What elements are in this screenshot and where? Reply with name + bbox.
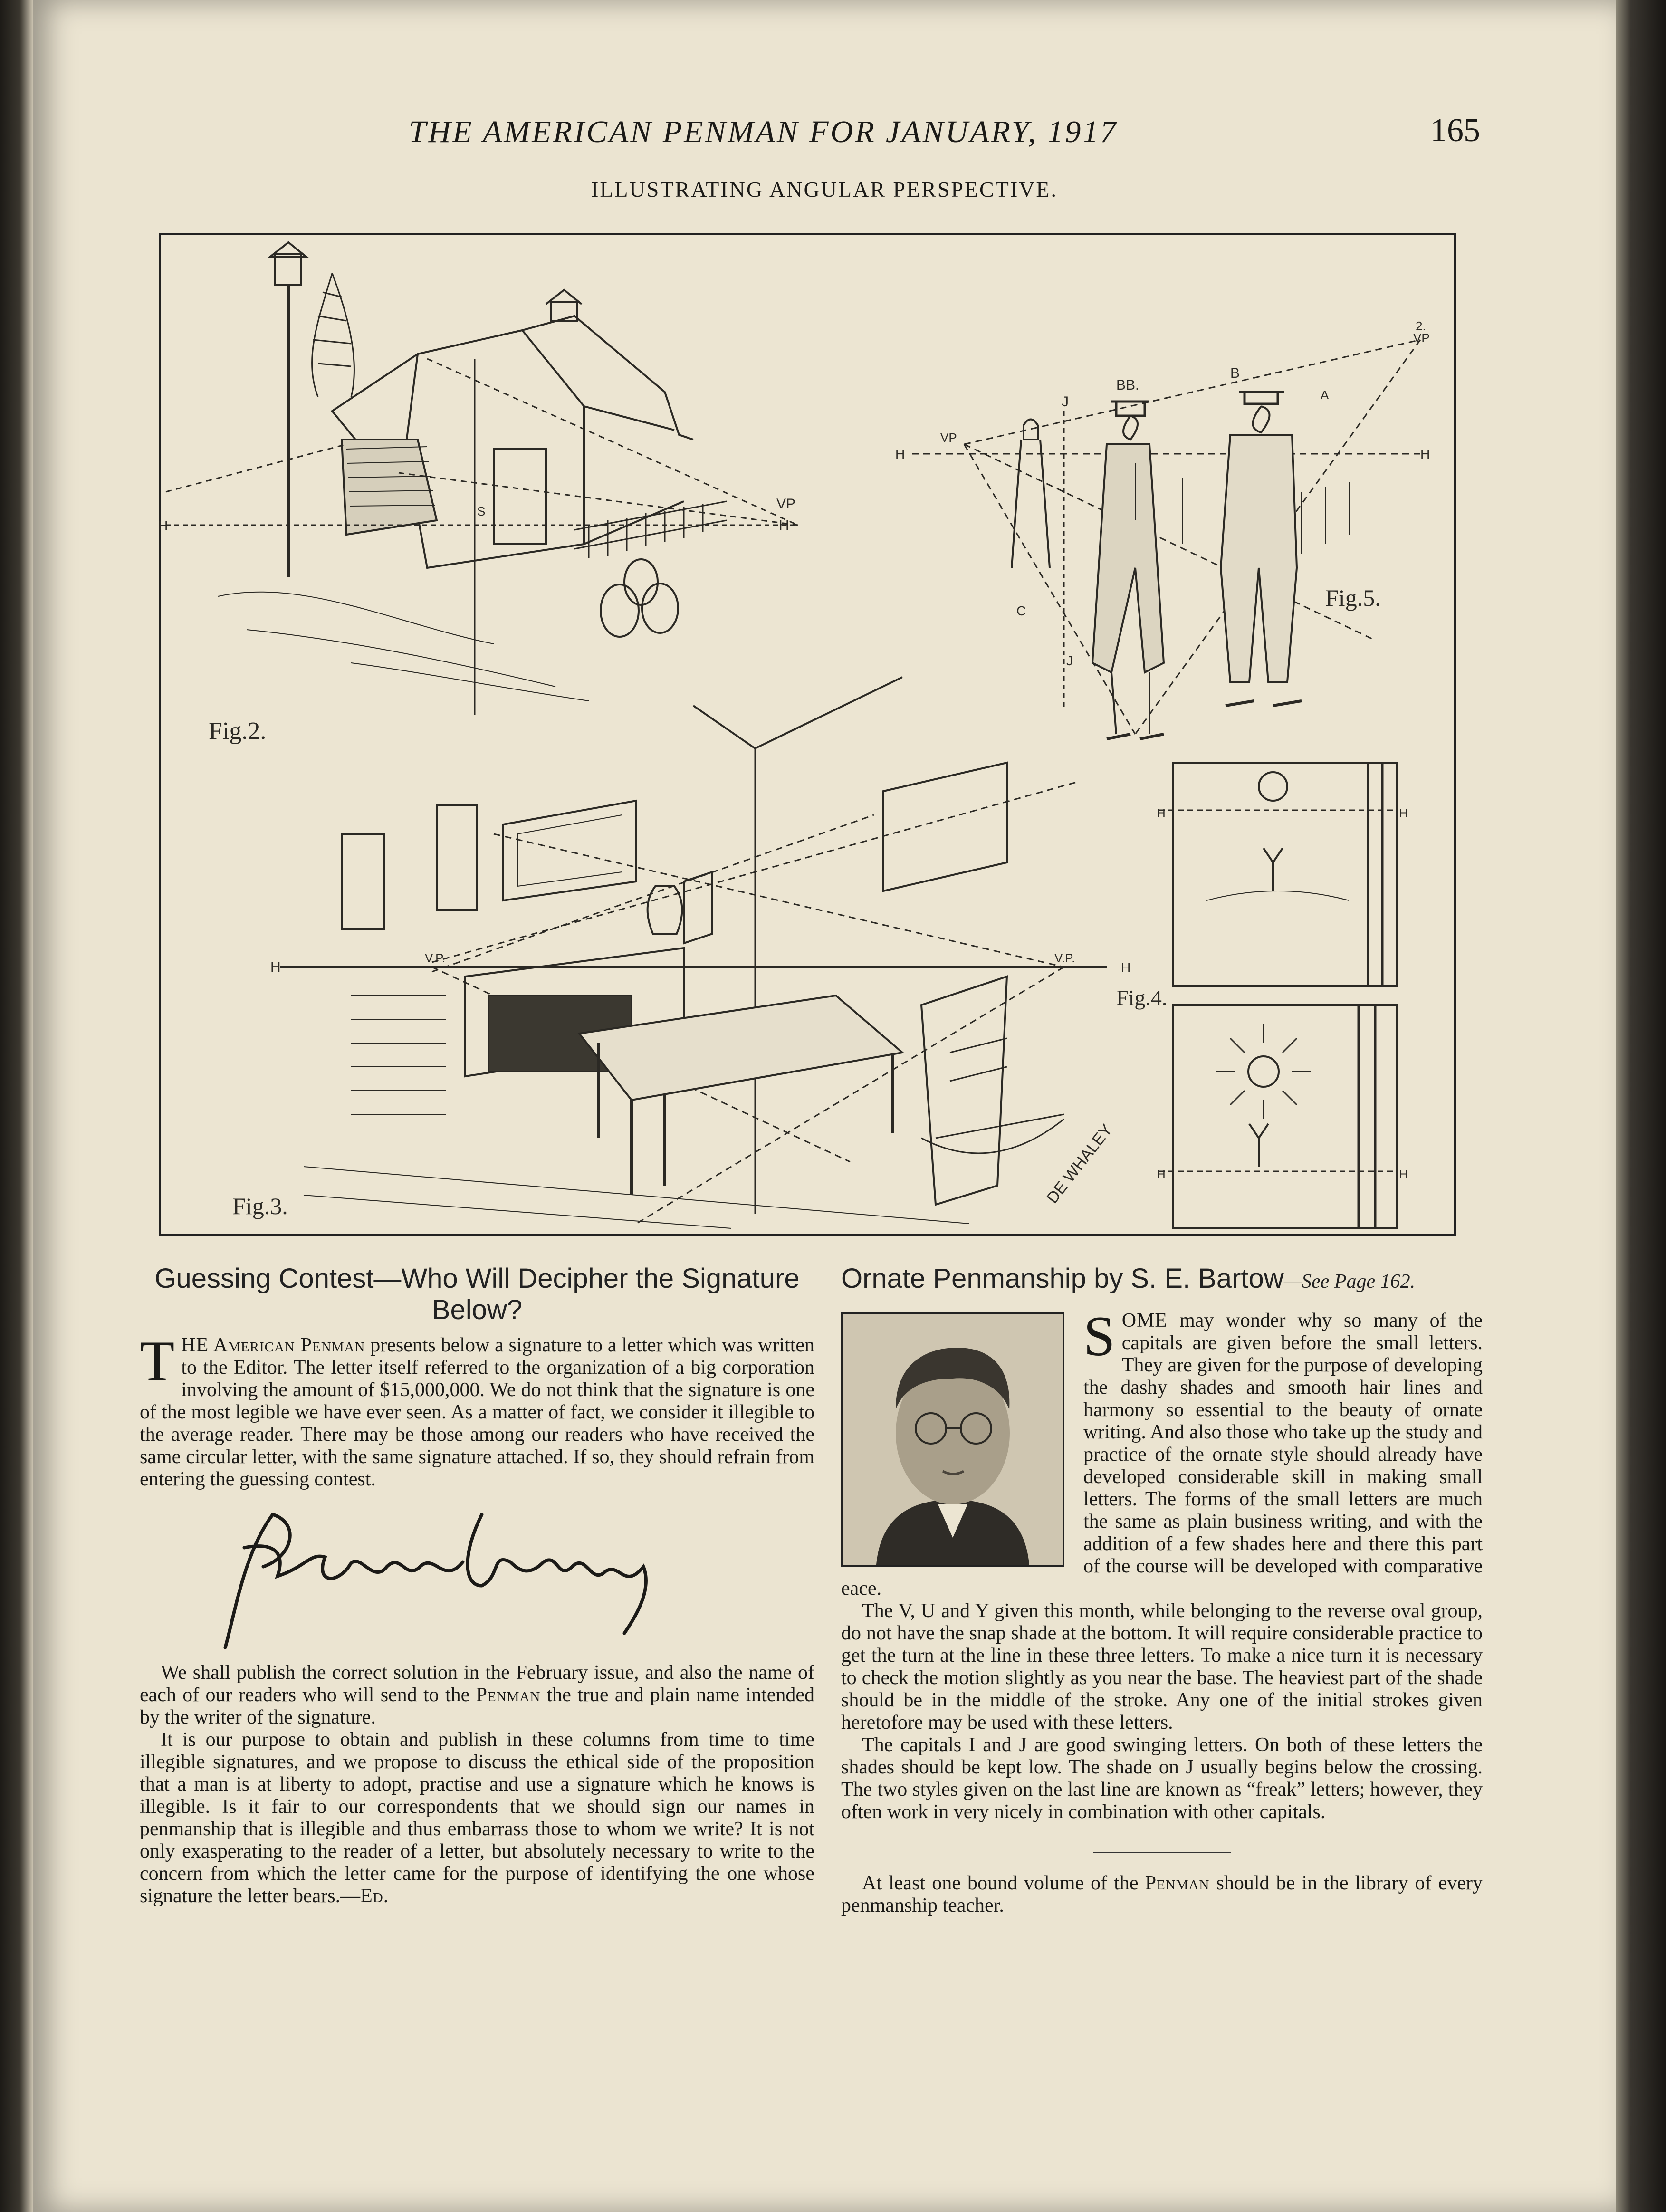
perspective-illustration-plate [159, 233, 1456, 1236]
artist-signature: DE WHALEY [1043, 1120, 1116, 1207]
fig2-label: Fig.2. [209, 718, 267, 745]
portrait-image [843, 1314, 1063, 1565]
fig4-bottom-h-left: H [1157, 1167, 1166, 1181]
fig5-bb-label: BB. [1116, 377, 1139, 393]
magazine-page [33, 0, 1616, 2212]
guessing-contest-para2 [140, 1662, 814, 1729]
ornate-para1: may wonder why so many of the capitals are given before the small letters. They are given for the purpose of developing the dashy shades and smooth hair lines and harmony so essential to the beauty of ornate writing. And also those who take up the study and practice of the ornate style should already have developed considerable skill in making small letters. The forms of the small letters are much the same as plain business writing, and with the addition of a few shades here and there this part of the course will be developed with comparative eace. [841, 1310, 1483, 1599]
fig2-vp-label: VP [776, 496, 796, 512]
note-a: At least one bound volume of the [862, 1872, 1145, 1894]
fig5-j2-label: J [1066, 653, 1073, 668]
fig5-h-left-label: H [895, 447, 905, 461]
book-spine [0, 0, 33, 2212]
ornate-penmanship-body [841, 1304, 1483, 1600]
intro-smallcaps: HE American Penman [181, 1334, 365, 1356]
guessing-contest-para3 [140, 1729, 814, 1907]
fig4-label: Fig.4. [1116, 986, 1168, 1010]
fig3-vp-right-label: V.P. [1054, 951, 1075, 965]
fig5-figures-drawing [895, 319, 1430, 739]
fig5-a-label: A [1321, 388, 1329, 402]
signature-drawing [216, 1495, 672, 1652]
fig5-label: Fig.5. [1325, 584, 1381, 611]
fig5-c-label: C [1016, 603, 1026, 618]
drop-cap-t: T [140, 1329, 175, 1392]
note-penman: Penman [1145, 1872, 1210, 1894]
para2-penman: Penman [476, 1684, 541, 1706]
fig2-h-left-label: H [158, 518, 168, 533]
fig4-top-h-right: H [1399, 806, 1408, 820]
ornate-heading-text: Ornate Penmanship by S. E. Bartow [841, 1263, 1284, 1294]
ornate-penmanship-article [841, 1263, 1483, 1917]
fig5-vp2-label: VP [1413, 331, 1430, 345]
fig3-h-left-label: H [270, 959, 281, 975]
fig3-h-right-label: H [1121, 960, 1131, 975]
ornate-para3: The capitals I and J are good swinging letters. On both of these letters the shades should be kept low. The shade on J usually begins below the crossing. The two styles given on the last line are known as “freak” letters; however, they often work in very nicely in combination with other capitals. [841, 1734, 1483, 1823]
para2-b: the true and plain name intended by the writer of the signature. [140, 1684, 814, 1728]
fig5-vp-label: VP [940, 431, 957, 445]
section-divider [1093, 1852, 1231, 1853]
guessing-contest-intro [140, 1329, 815, 1491]
ornate-first-word: OME [1121, 1310, 1168, 1331]
note-b: should be in the library of every penmanship teacher. [841, 1872, 1483, 1916]
fig3-interior-drawing [232, 677, 1130, 1228]
ornate-para2: The V, U and Y given this month, while belonging to the reverse oval group, do not have the snap shade at the bottom. It will require considerable practice to get the turn at the line in these three letters. To make a nice turn it is necessary to check the motion slightly as you near the base. The heaviest part of the shade should be in the middle of the stroke. Any one of the initial strokes given heretofore may be used with these letters. [841, 1600, 1483, 1733]
guessing-contest-heading: Guessing Contest—Who Will Decipher the Signature Below? [154, 1263, 800, 1325]
illegible-signature [140, 1495, 814, 1652]
perspective-drawings [158, 235, 1454, 1234]
bound-volume-note [841, 1872, 1483, 1917]
guessing-contest-article [140, 1263, 814, 1907]
drop-cap-s: S [1083, 1304, 1115, 1368]
fig2-s-label: S [477, 504, 486, 518]
fig4-top-h-left: H [1157, 806, 1166, 820]
fig4-sun-panels [1116, 763, 1408, 1228]
fig3-vp-left-label: V.P. [425, 951, 446, 965]
fig2-barn-drawing [158, 242, 798, 745]
fig5-j-label: J [1062, 394, 1069, 410]
author-portrait [841, 1312, 1064, 1567]
figure-caption: ILLUSTRATING ANGULAR PERSPECTIVE. [591, 177, 1058, 201]
running-title: THE AMERICAN PENMAN FOR JANUARY, 1917 [409, 115, 1118, 149]
editor-signoff: Ed. [360, 1885, 389, 1907]
fig5-h-right-label: H [1420, 447, 1430, 461]
fig3-label: Fig.3. [232, 1193, 288, 1219]
fig5-2-label: 2. [1416, 319, 1426, 333]
see-page-reference: —See Page 162. [1283, 1271, 1416, 1293]
para2-a: We shall publish the correct solution in the February issue, and also the name of each of our readers who will send to the [140, 1662, 814, 1706]
page-edge [1616, 0, 1666, 2212]
fig4-bottom-h-right: H [1399, 1167, 1408, 1181]
ornate-penmanship-heading [841, 1263, 1483, 1297]
fig5-b-label: B [1230, 365, 1240, 381]
fig2-h-label: H [779, 517, 789, 533]
intro-text: presents below a signature to a letter which was written to the Editor. The letter itself referred to the organization of a big corporation involving the amount of $15,000,000. We do not think that the signature is one of the most legible we have ever seen. As a matter of fact, we consider it illegible to the average reader. There may be those among our readers who have received the same circular letter, with the same signature attached. If so, they should refrain from entering the guessing contest. [140, 1334, 815, 1490]
page-number: 165 [1430, 112, 1480, 149]
para3-text: It is our purpose to obtain and publish in these columns from time to time illegible signatures, and we propose to discuss the ethical side of the proposition that a man is at liberty to adopt, practise and use a signature which he knows is illegible. Is it fair to our correspondents that we should sign our names in penmanship that is illegible and thus embarrass those to whom we write? It is not only exasperating to the reader of a letter, but absolutely necessary to write to the concern from which the letter came for the purpose of identifying the one whose signature the letter bears.— [140, 1729, 814, 1907]
